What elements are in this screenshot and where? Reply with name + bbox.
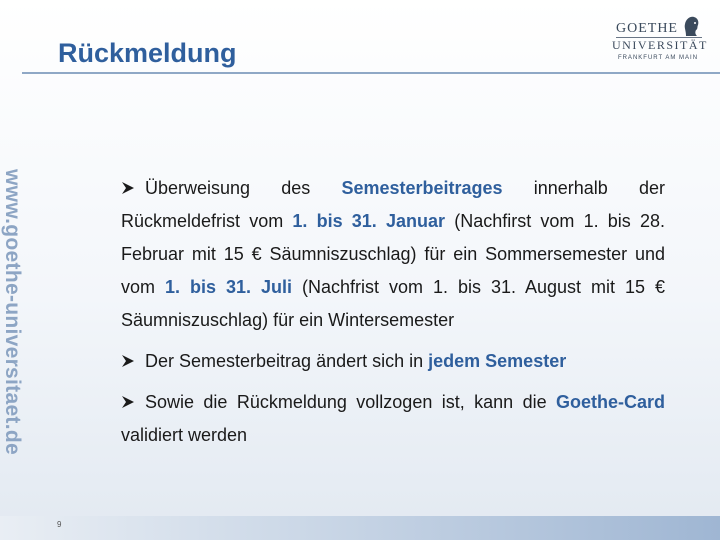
vertical-url-text: www.goethe-universitaet.de xyxy=(1,169,24,455)
bullet-1-highlight-januar: 1. bis 31. Januar xyxy=(292,211,446,231)
logo-line-universitaet: UNIVERSITÄT xyxy=(612,38,708,52)
bullet-1-text-3: (Nachfirst vom 1. bis 28. Februar mit 15 € Säumniszuschlag) für ein Sommersemester und vom xyxy=(121,211,665,297)
footer-bar xyxy=(0,516,720,540)
arrow-bullet-icon xyxy=(121,395,135,409)
bullet-1-text-2: innerhalb der Rückmeldefrist vom xyxy=(121,178,665,231)
slide-content xyxy=(121,172,665,452)
bullet-3-text-1: Sowie die Rückmeldung vollzogen ist, kann die xyxy=(145,392,556,412)
bullet-3-highlight-goethe-card: Goethe-Card xyxy=(555,392,665,412)
bullet-1-highlight-juli: 1. bis 31. Juli xyxy=(165,277,293,297)
bullet-2 xyxy=(121,345,665,378)
logo-line-goethe: GOETHE xyxy=(616,21,678,36)
vertical-url-watermark xyxy=(0,138,24,486)
bullet-2-text-1: Der Semesterbeitrag ändert sich in xyxy=(145,351,429,371)
title-underline xyxy=(22,72,720,74)
page-number: 9 xyxy=(57,520,62,529)
bullet-3-text-2: validiert werden xyxy=(121,425,248,445)
bullet-1-text-4: (Nachfrist vom 1. bis 31. August mit 15 € Säumniszuschlag) für ein Wintersemester xyxy=(121,277,666,330)
goethe-portrait-icon xyxy=(680,14,702,38)
bullet-3 xyxy=(121,386,665,452)
bullet-2-highlight-semester: jedem Semester xyxy=(428,351,567,371)
bullet-1-text-1: Überweisung des xyxy=(145,178,342,198)
arrow-bullet-icon xyxy=(121,354,135,368)
bullet-1-highlight-semesterbeitrag: Semesterbeitrages xyxy=(341,178,503,198)
arrow-bullet-icon xyxy=(121,181,135,195)
slide-title: Rückmeldung xyxy=(58,38,237,68)
bullet-1 xyxy=(121,172,665,337)
university-logo xyxy=(612,6,708,66)
logo-line-city: FRANKFURT AM MAIN xyxy=(617,55,699,61)
